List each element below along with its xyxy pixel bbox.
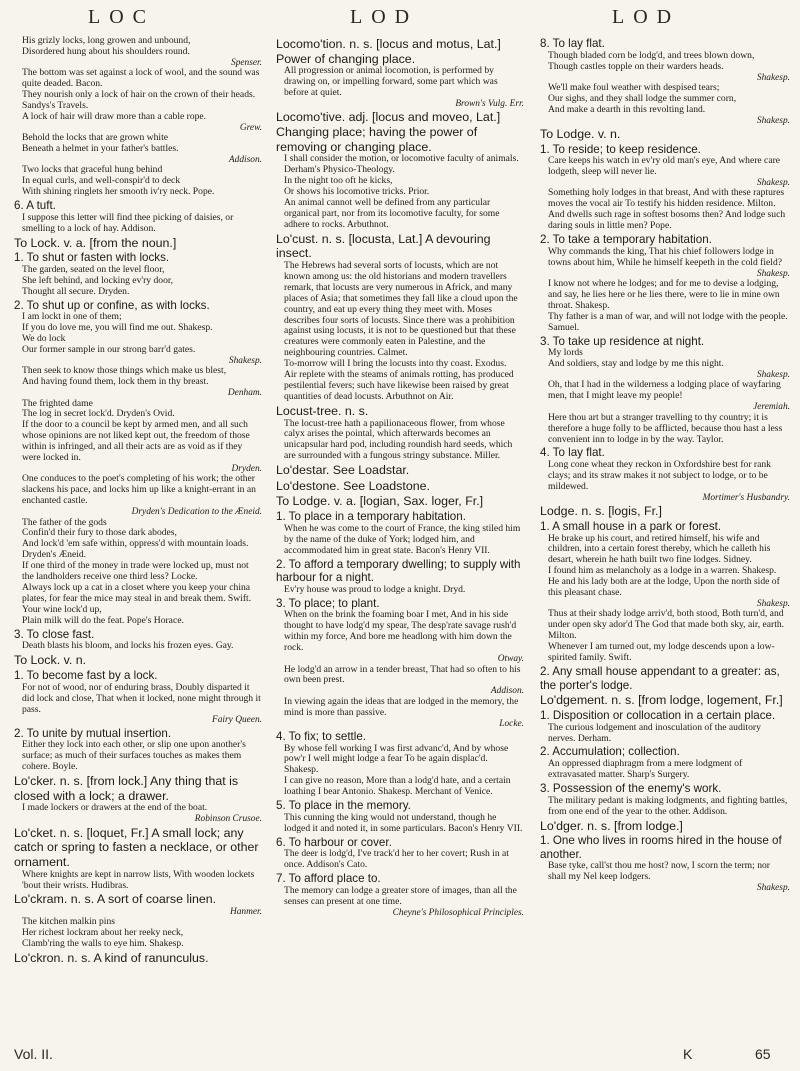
entry-headword: Locomo'tion. n. s. [locus and motus, Lat.] Power of changing place.: [276, 37, 501, 66]
quotation: We'll make foul weather with despised tears;: [548, 81, 720, 93]
quotation: The Hebrews had several sorts of locusts, which are not known among us: the old historians and modern travellers remark, that locusts are very numerous in Africk, and many places of Asia; that sometimes they fall like a cloud upon the country, and eat up every thing they meet with. Moses describes four sorts of locusts. Since there was a prohibition against using locusts, it is not to be questioned but that these creatures were commonly eaten in Palestine, and the neighbouring countries. Calmet.: [284, 259, 518, 359]
quotation: Our sighs, and they shall lodge the summer corn,: [548, 92, 737, 104]
quotation: The frighted dame: [22, 397, 93, 409]
source-citation: Shakesp.: [756, 72, 790, 83]
quotation: Always lock up a cat in a closet where you keep your china plates, for fear the mice may steal in and break them. Swift.: [22, 582, 252, 604]
entry-sense: 1. To place in a temporary habitation.: [276, 510, 466, 524]
entry-sense: 2. To take a temporary habitation.: [540, 233, 712, 247]
quotation: To-morrow will I bring the locusts into thy coast. Exodus.: [284, 358, 507, 370]
running-head-middle: LOD: [350, 6, 419, 28]
source-citation: Shakesp.: [756, 599, 790, 610]
quotation: Here thou art but a stranger travelling to thy country; it is therefore a huge folly to be afflicted, because thou hast a less convenient inn to lodge in by the way. Taylor.: [548, 411, 783, 445]
volume-label: Vol. II.: [14, 1046, 53, 1062]
quotation: Whenever I am turned out, my lodge descends upon a low-spirited family. Swift.: [548, 641, 775, 664]
entry-sense: 1. One who lives in rooms hired in the house of another.: [540, 834, 782, 861]
running-head: [0, 6, 800, 34]
source-citation: Jeremiah.: [753, 402, 790, 413]
quotation: If one third of the money in trade were locked up, must not the landholders receive one third less? Locke.: [22, 560, 249, 583]
source-citation: Otway.: [497, 654, 524, 665]
quotation: Her richest lockram about her reeky neck,: [22, 927, 184, 939]
quotation: When on the brink the foaming boar I met, And in his side thought to have lodg'd my spear, The desp'rate savage rush'd within my force, And bore me headlong with him down the rock.: [284, 609, 517, 654]
quotation: One conduces to the poet's completing of his work; the other slackens his pace, and locks him up like a knight-errant in an enchanted castle.: [22, 473, 256, 507]
quotation: I made lockers or drawers at the end of the boat.: [22, 802, 208, 814]
quotation: Why commands the king, That his chief followers lodge in towns about him, While he himself keepeth in the cold field?: [548, 245, 783, 268]
quotation: We do lock: [22, 333, 66, 345]
quotation: Then seek to know those things which make us blest,: [22, 365, 227, 377]
quotation: Death blasts his bloom, and locks his frozen eyes. Gay.: [22, 640, 234, 652]
entry-headword: Lo'cker. n. s. [from lock.] Any thing that is closed with a lock; a drawer.: [14, 774, 239, 803]
page-footer: [0, 1046, 800, 1068]
quotation: She left behind, and locking ev'ry door,: [22, 274, 174, 286]
entry-sense: 4. To fix; to settle.: [276, 729, 367, 743]
entry-sense: 2. Any small house appendant to a greater: as, the porter's lodge.: [540, 664, 780, 692]
running-head-left: LOC: [88, 6, 155, 28]
entry-sense: 1. A small house in a park or forest.: [540, 519, 722, 533]
quotation: In the night too oft he kicks,: [284, 175, 393, 187]
quotation: His grizly locks, long growen and unbound,: [22, 36, 191, 46]
entry-sense: 7. To afford place to.: [276, 872, 381, 886]
page-number: 65: [755, 1046, 771, 1062]
source-citation: Addison.: [490, 686, 524, 697]
quotation: When he was come to the court of France, the king stiled him by the name of the duke of York; lodged him, and accommodated him in great state. Bacon's Henry VII.: [284, 522, 521, 556]
quotation: In equal curls, and well-conspir'd to deck: [22, 175, 181, 187]
entry-sense: 3. To close fast.: [14, 627, 95, 641]
quotation: They nourish only a lock of hair on the crown of their heads. Sandys's Travels.: [22, 89, 256, 111]
quotation: An animal cannot well be defined from any particular organical part, nor from its locomotive faculty, for some adhere to rocks. Arbuthnot.: [284, 196, 500, 230]
entry-sense: 2. To afford a temporary dwelling; to supply with harbour for a night.: [276, 557, 521, 585]
quotation: The bottom was set against a lock of wool, and the sound was quite deaded. Bacon.: [22, 67, 260, 90]
source-citation: Shakesp.: [756, 370, 790, 381]
entry-sense: 5. To place in the memory.: [276, 799, 411, 813]
running-head-right: LOD: [612, 6, 681, 28]
quotation: And make a dearth in this revolting land.: [548, 103, 706, 115]
quotation: Or shows his locomotive tricks. Prior.: [284, 186, 430, 197]
source-citation: Grew.: [239, 122, 262, 133]
entry-sense: 2. To shut up or confine, as with locks.: [14, 298, 210, 312]
entry-headword: Lo'ckron. n. s. A kind of ranunculus.: [14, 951, 209, 966]
entry-headword: Lo'destar. See Loadstar.: [276, 463, 410, 478]
entry-headword: Lodge. n. s. [logis, Fr.]: [540, 504, 662, 519]
quotation: Though castles topple on their warders heads.: [548, 60, 724, 72]
quotation: Our former sample in our strong barr'd gates.: [22, 344, 196, 356]
quotation: I am lockt in one of them;: [22, 311, 122, 323]
entry-sense: 1. To reside; to keep residence.: [540, 142, 701, 156]
quotation: Something holy lodges in that breast, And with these raptures moves the vocal air To testify his hidden residence. Milton.: [548, 187, 785, 210]
quotation: A lock of hair will draw more than a cable rope.: [22, 110, 207, 122]
signature-mark: K: [683, 1046, 693, 1062]
quotation: And soldiers, stay and lodge by me this night.: [548, 358, 724, 370]
quotation: The garden, seated on the level floor,: [22, 263, 165, 275]
source-citation: Fairy Queen.: [212, 715, 262, 726]
quotation: I found him as melancholy as a lodge in a warren. Shakesp.: [548, 565, 777, 577]
column-right: [540, 36, 790, 1046]
source-citation: Mortimer's Husbandry.: [702, 492, 790, 503]
source-citation: Shakesp.: [228, 356, 262, 367]
quotation: The deer is lodg'd, I've track'd her to her covert; Rush in at once. Addison's Cato.: [284, 848, 509, 871]
quotation: Thought all secure. Dryden.: [22, 285, 130, 297]
source-citation: Dryden.: [231, 464, 262, 475]
column-left: [14, 36, 262, 1046]
entry-headword: Lo'cket. n. s. [loquet, Fr.] A small lock; any catch or spring to fasten a necklace, or other ornament.: [14, 825, 259, 869]
quotation: If the door to a council be kept by armed men, and all such whose opinions are not liked kept out, the freedom of those within is infringed, and all their acts are as void as if they were locked in.: [22, 419, 250, 464]
entry-sense: 2. Accumulation; collection.: [540, 745, 680, 759]
quotation: My lords: [548, 347, 583, 359]
entry-headword: Lo'ckram. n. s. A sort of coarse linen.: [14, 892, 217, 907]
entry-headword: To Lock. v. a. [from the noun.]: [14, 235, 177, 250]
source-citation: Denham.: [227, 388, 262, 399]
quotation: Ev'ry house was proud to lodge a knight. Dryd.: [284, 583, 466, 595]
quotation: The curious lodgement and inosculation of the auditory nerves. Derham.: [548, 721, 761, 744]
quotation: Long cone wheat they reckon in Oxfordshire best for rank clays; and its straw makes it not subject to lodge, or to be mildewed.: [548, 459, 771, 492]
entry-headword: Lo'cust. n. s. [locusta, Lat.] A devouring insect.: [276, 231, 491, 261]
quotation: In viewing again the ideas that are lodged in the memory, the mind is more than passive.: [284, 695, 519, 718]
source-citation: Shakesp.: [756, 883, 790, 894]
quotation: The locust-tree hath a papilionaceous flower, from whose calyx arises the pointal, which afterwards becomes an unicapsular hard pod, including roundish hard seeds, which are surrounded with a fungous stringy substance. Miller.: [284, 417, 513, 462]
quotation: If you do love me, you will find me out. Shakesp.: [22, 322, 213, 334]
quotation: Your wine lock'd up,: [22, 603, 102, 615]
source-citation: Locke.: [499, 718, 524, 729]
quotation: He lodg'd an arrow in a tender breast, That had so often to his own been prest.: [284, 663, 521, 686]
entry-headword: Lo'dger. n. s. [from lodge.]: [540, 818, 683, 833]
quotation: Oh, that I had in the wilderness a lodging place of wayfaring men, that I might leave my people!: [548, 379, 781, 402]
quotation: The log in secret lock'd. Dryden's Ovid.: [22, 408, 175, 420]
quotation: Care keeps his watch in ev'ry old man's eye, And where care lodgeth, sleep will never lie.: [548, 155, 781, 178]
quotation: The military pedant is making lodgments, and fighting battles, from one end of the year to the other. Addison.: [548, 794, 788, 817]
entry-sense: 1. Disposition or collocation in a certain place.: [540, 708, 776, 722]
quotation: Two locks that graceful hung behind: [22, 164, 163, 176]
quotation: Though bladed corn be lodg'd, and trees blown down,: [548, 49, 755, 61]
quotation: Where knights are kept in narrow lists, With wooden lockets 'bout their wrists. Hudibras.: [22, 868, 255, 891]
entry-headword: Locust-tree. n. s.: [276, 403, 369, 418]
entry-headword: To Lodge. v. a. [logian, Sax. loger, Fr.]: [276, 494, 484, 509]
quotation: He and his lady both are at the lodge, Upon the north side of this pleasant chase.: [548, 576, 780, 599]
source-citation: Robinson Crusoe.: [194, 814, 262, 825]
quotation: With shining ringlets her smooth iv'ry neck. Pope.: [22, 186, 215, 198]
quotation: Plain milk will do the feat. Pope's Horace.: [22, 614, 184, 626]
entry-sense: 2. To unite by mutual insertion.: [14, 726, 172, 740]
quotation: Confin'd their fury to those dark abodes,: [22, 527, 177, 539]
quotation: Clamb'ring the walls to eye him. Shakesp.: [22, 938, 184, 950]
quotation: Thus at their shady lodge arriv'd, both stood, Both turn'd, and under open sky ador'd The God that made both sky, air, earth. Milton.: [548, 608, 785, 642]
quotation: Air replete with the steams of animals rotting, has produced pestilential fevers; such have likewise been raised by great quantities of dead locusts. Arbuthnot on Air.: [284, 369, 514, 402]
source-citation: Hanmer.: [229, 907, 262, 918]
quotation: This cunning the king would not understand, though he lodged it and noted it, in some particulars. Bacon's Henry VII.: [284, 811, 523, 834]
entry-sense: 4. To lay flat.: [540, 446, 605, 460]
entry-headword: To Lodge. v. n.: [540, 126, 621, 141]
column-middle: [276, 36, 524, 1046]
quotation: Behold the locks that are grown white: [22, 132, 169, 144]
source-citation: Shakesp.: [756, 268, 790, 279]
quotation: And dwells such rage in softest bosoms then? And lodge such daring souls in little men? Pope.: [548, 209, 786, 232]
quotation: I shall consider the motion, or locomotive faculty of animals. Derham's Physico-Theology.: [284, 153, 519, 176]
quotation: Either they lock into each other, or slip one upon another's surface; as much of their surfaces touches as makes them cohere. Boyle.: [22, 739, 246, 773]
source-citation: Shakesp.: [756, 115, 790, 126]
quotation: Disordered hung about his shoulders round.: [22, 45, 190, 57]
quotation: I can give no reason, More than a lodg'd hate, and a certain loathing I bear Antonio. Shakesp. Merchant of Venice.: [284, 775, 511, 798]
source-citation: Dryden's Dedication to the Æneid.: [131, 507, 262, 518]
quotation: Thy father is a man of war, and will not lodge with the people. Samuel.: [548, 310, 788, 333]
entry-sense: 6. To harbour or cover.: [276, 835, 392, 849]
quotation: By whose fell working I was first advanc'd, And by whose pow'r I well might lodge a fear To be again displac'd. Shakesp.: [284, 742, 509, 776]
entry-sense: 1. To become fast by a lock.: [14, 668, 158, 682]
source-citation: Shakesp.: [756, 178, 790, 189]
quotation: Beneath a helmet in your father's battles.: [22, 143, 179, 155]
entry-headword: Lo'destone. See Loadstone.: [276, 478, 430, 493]
source-citation: Spenser.: [231, 57, 262, 68]
entry-headword: Locomo'tive. adj. [locus and moveo, Lat.] Changing place; having the power of removing or changing place.: [276, 110, 501, 154]
source-citation: Addison.: [228, 154, 262, 165]
quotation: The memory can lodge a greater store of images, than all the senses can present at one time.: [284, 884, 517, 907]
source-citation: Brown's Vulg. Err.: [455, 99, 524, 110]
quotation: An oppressed diaphragm from a mere lodgment of extravasated matter. Sharp's Surgery.: [548, 758, 743, 781]
quotation: All progression or animal locomotion, is performed by drawing on, or impelling forward, some part which was before at quiet.: [284, 65, 498, 99]
quotation: I know not where he lodges; and for me to devise a lodging, and say, he lies here or he lies there, were to lie in mine own throat. Shakesp.: [548, 278, 780, 311]
quotation: For not of wood, nor of enduring brass, Doubly disparted it did lock and close, That when it locked, none might through it pass.: [22, 681, 261, 715]
entry-sense: 8. To lay flat.: [540, 37, 605, 50]
quotation: The father of the gods: [22, 516, 107, 528]
entry-headword: Lo'dgement. n. s. [from lodge, logement, Fr.]: [540, 693, 783, 708]
quotation: He brake up his court, and retired himself, his wife and children, into a certain forest thereby, which he calleth his desart, wherein he hath built two fine lodges. Sidney.: [548, 532, 771, 566]
entry-sense: 3. Possession of the enemy's work.: [540, 781, 722, 795]
entry-sense: 3. To place; to plant.: [276, 596, 380, 610]
quotation: And lock'd 'em safe within, oppress'd with mountain loads. Dryden's Æneid.: [22, 538, 249, 561]
entry-sense: 3. To take up residence at night.: [540, 334, 705, 348]
quotation: Base tyke, call'st thou me host? now, I scorn the term; nor shall my Nel keep lodgers.: [548, 860, 770, 883]
quotation: The kitchen malkin pins: [22, 916, 115, 928]
entry-headword: To Lock. v. n.: [14, 653, 87, 668]
source-citation: Cheyne's Philosophical Principles.: [392, 907, 524, 918]
quotation: And having found them, lock them in thy breast.: [22, 376, 209, 388]
entry-sense: 1. To shut or fasten with locks.: [14, 251, 170, 265]
quotation: I suppose this letter will find thee picking of daisies, or smelling to a lock of hay. Addison.: [22, 211, 234, 234]
entry-sense: 6. A tuft.: [14, 199, 56, 213]
